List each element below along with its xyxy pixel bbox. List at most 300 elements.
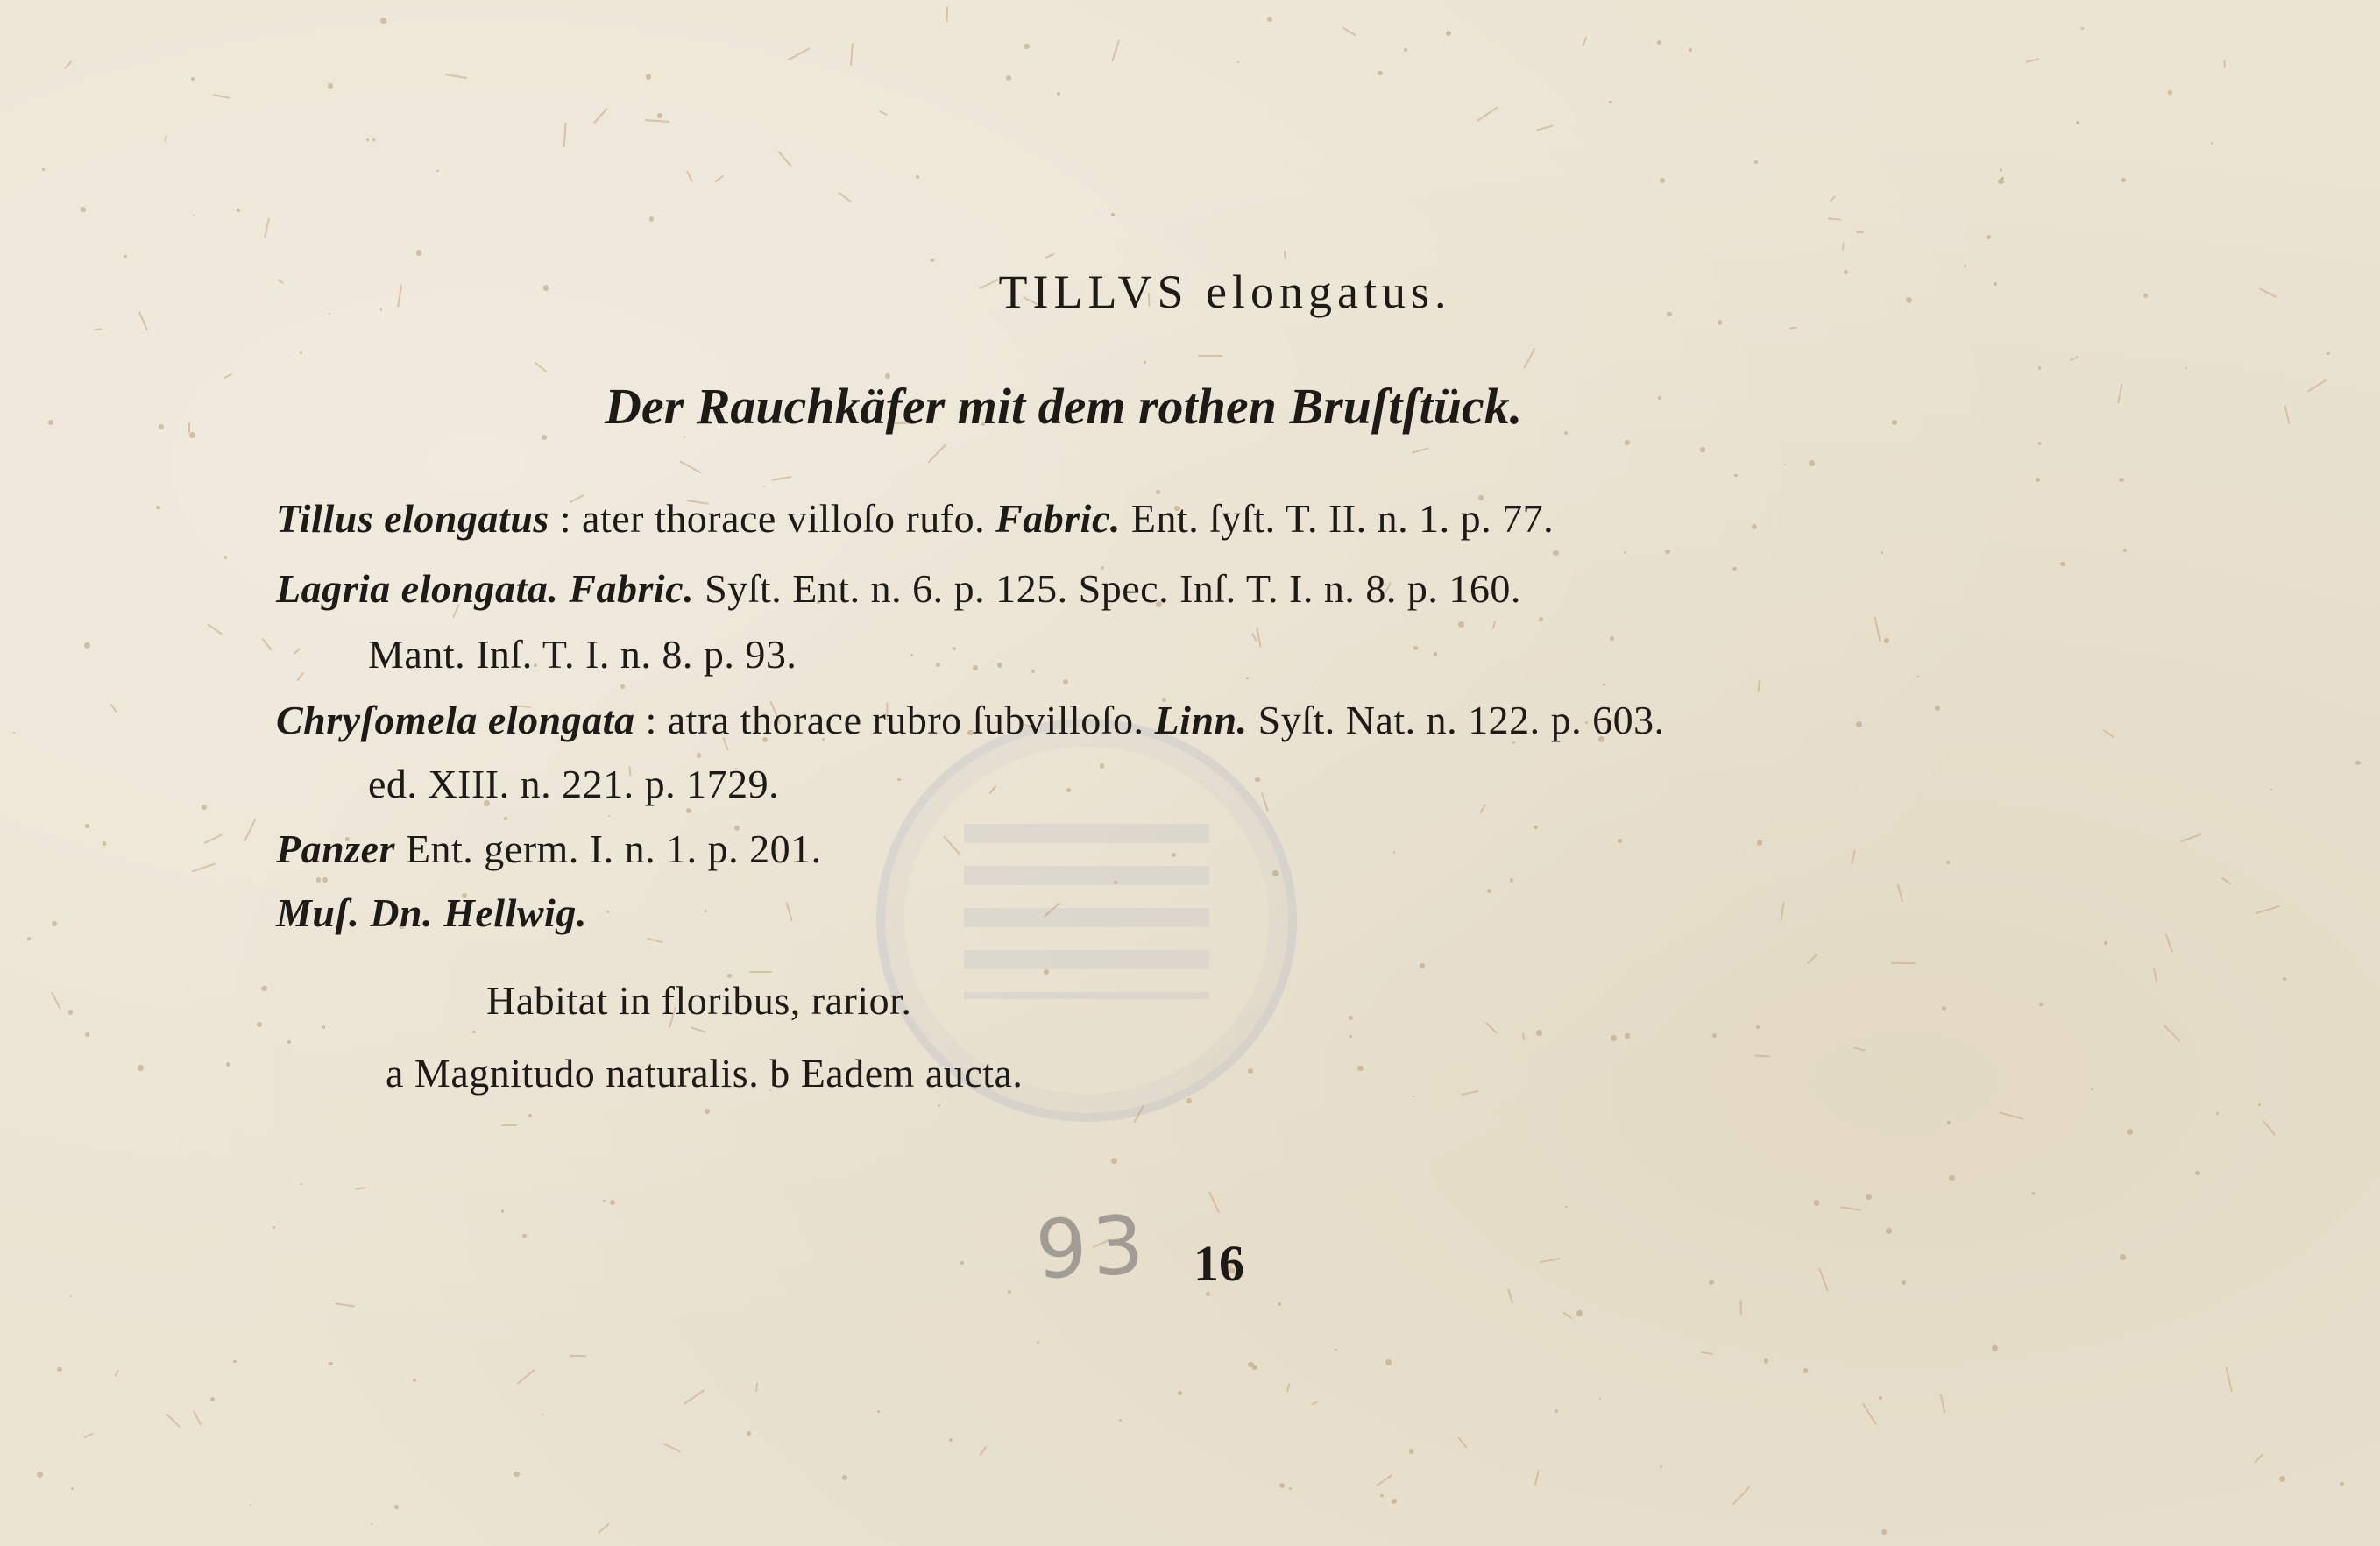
paper-speck bbox=[1349, 1035, 1352, 1038]
paper-speck bbox=[603, 1200, 605, 1202]
paper-speck bbox=[2185, 367, 2188, 370]
description-text: Ent. germ. I. n. 1. p. 201. bbox=[405, 826, 822, 871]
paper-speck bbox=[1660, 178, 1665, 183]
paper-speck bbox=[997, 663, 1002, 668]
paper-fiber bbox=[192, 862, 216, 872]
paper-speck bbox=[2340, 1482, 2343, 1486]
paper-speck bbox=[159, 424, 164, 429]
paper-fiber bbox=[563, 122, 566, 147]
habitat-line: Habitat in floribus, rarior. bbox=[486, 978, 912, 1023]
paper-fiber bbox=[838, 191, 852, 202]
paper-fiber bbox=[2153, 968, 2157, 982]
paper-speck bbox=[1024, 44, 1030, 50]
paper-speck bbox=[936, 663, 940, 667]
paper-fiber bbox=[223, 373, 232, 379]
paper-speck bbox=[1335, 1349, 1336, 1351]
paper-fiber bbox=[1484, 1022, 1497, 1034]
paper-speck bbox=[1111, 1158, 1117, 1164]
paper-speck bbox=[522, 1234, 526, 1238]
paper-fiber bbox=[771, 476, 791, 481]
paper-speck bbox=[1987, 235, 1991, 239]
paper-speck bbox=[2119, 478, 2123, 482]
paper-fiber bbox=[1999, 1111, 2023, 1119]
paper-speck bbox=[1037, 1341, 1039, 1344]
paper-speck bbox=[322, 877, 328, 883]
paper-fiber bbox=[1045, 252, 1055, 259]
paper-speck bbox=[1536, 1030, 1542, 1036]
paper-speck bbox=[287, 1040, 291, 1044]
paper-speck bbox=[224, 556, 228, 559]
paper-speck bbox=[931, 259, 935, 263]
paper-speck bbox=[1599, 1398, 1602, 1401]
paper-speck bbox=[684, 436, 685, 438]
paper-fiber bbox=[296, 672, 304, 681]
paper-speck bbox=[2038, 442, 2041, 444]
figures-caption: a Magnitudo naturalis. b Eadem aucta. bbox=[386, 1051, 1024, 1096]
paper-speck bbox=[1718, 320, 1723, 325]
paper-speck bbox=[1555, 1409, 1558, 1413]
paper-fiber bbox=[879, 110, 888, 116]
paper-speck bbox=[1949, 1175, 1954, 1181]
paper-fiber bbox=[1563, 1312, 1573, 1320]
paper-fiber bbox=[1342, 27, 1356, 37]
paper-speck bbox=[1709, 1280, 1714, 1285]
paper-speck bbox=[1881, 551, 1883, 554]
paper-fiber bbox=[213, 94, 230, 99]
reference-line-1 bbox=[276, 495, 1554, 542]
paper-speck bbox=[1881, 1529, 1887, 1535]
paper-speck bbox=[1186, 1098, 1192, 1103]
author-name: Fabric. bbox=[569, 566, 695, 611]
paper-speck bbox=[1378, 71, 1383, 76]
paper-fiber bbox=[2254, 1453, 2263, 1463]
paper-speck bbox=[842, 1475, 847, 1480]
author-name: Linn. bbox=[1154, 698, 1248, 742]
paper-fiber bbox=[1897, 883, 1903, 902]
paper-speck bbox=[1006, 75, 1011, 81]
separator bbox=[558, 566, 569, 611]
paper-speck bbox=[191, 77, 195, 81]
paper-fiber bbox=[1540, 1257, 1561, 1262]
paper-fiber bbox=[1840, 1206, 1861, 1211]
paper-fiber bbox=[501, 1124, 517, 1126]
paper-speck bbox=[1413, 646, 1418, 650]
species-name: Panzer bbox=[276, 826, 395, 871]
paper-speck bbox=[1814, 1200, 1820, 1206]
paper-fiber bbox=[785, 902, 792, 922]
paper-speck bbox=[1289, 1487, 1292, 1490]
paper-fiber bbox=[1842, 242, 1845, 250]
paper-fiber bbox=[1891, 961, 1916, 963]
paper-speck bbox=[210, 1397, 215, 1401]
paper-speck bbox=[2216, 1112, 2219, 1115]
paper-fiber bbox=[1250, 633, 1257, 642]
paper-fiber bbox=[51, 991, 61, 1010]
page-title: TILLVS elongatus. bbox=[998, 266, 1452, 318]
paper-fiber bbox=[1461, 1090, 1478, 1096]
paper-fiber bbox=[1808, 954, 1818, 964]
paper-speck bbox=[1349, 1016, 1353, 1020]
citation-text: Syſt. Ent. n. 6. p. 125. Spec. Inſ. T. I. n. 8. p. 160. bbox=[694, 566, 1521, 611]
paper-speck bbox=[1420, 963, 1425, 968]
paper-speck bbox=[138, 1065, 144, 1071]
paper-speck bbox=[1610, 636, 1615, 642]
paper-speck bbox=[1144, 361, 1146, 364]
paper-speck bbox=[1754, 160, 1758, 164]
paper-fiber bbox=[2102, 729, 2114, 738]
paper-fiber bbox=[1829, 195, 1836, 202]
paper-speck bbox=[1393, 851, 1396, 854]
library-stamp-text-area bbox=[964, 824, 1209, 999]
paper-speck bbox=[501, 1209, 504, 1212]
paper-fiber bbox=[2025, 58, 2039, 63]
paper-speck bbox=[1752, 524, 1757, 529]
paper-fiber bbox=[1536, 124, 1554, 131]
paper-speck bbox=[1252, 1365, 1257, 1371]
paper-speck bbox=[1935, 706, 1940, 711]
paper-speck bbox=[2168, 90, 2171, 94]
paper-speck bbox=[124, 255, 126, 258]
paper-fiber bbox=[749, 971, 772, 973]
separator bbox=[395, 826, 406, 871]
paper-speck bbox=[1458, 621, 1464, 628]
paper-speck bbox=[1902, 1280, 1906, 1285]
paper-speck bbox=[1392, 1499, 1397, 1504]
paper-fiber bbox=[83, 1432, 94, 1438]
paper-speck bbox=[1255, 777, 1259, 782]
paper-speck bbox=[1946, 861, 1950, 864]
paper-fiber bbox=[1311, 1401, 1318, 1406]
paper-speck bbox=[70, 1295, 72, 1297]
paper-fiber bbox=[645, 119, 669, 123]
paper-fiber bbox=[679, 461, 702, 475]
paper-speck bbox=[1409, 1449, 1414, 1454]
paper-fiber bbox=[166, 1413, 181, 1428]
paper-fiber bbox=[1376, 1474, 1392, 1486]
paper-speck bbox=[2120, 1254, 2126, 1260]
species-name: Tillus elongatus bbox=[276, 496, 549, 541]
paper-speck bbox=[910, 654, 914, 657]
paper-fiber bbox=[1818, 1267, 1828, 1291]
paper-speck bbox=[610, 1200, 616, 1206]
paper-speck bbox=[1237, 61, 1240, 64]
paper-fiber bbox=[2223, 60, 2226, 67]
paper-speck bbox=[257, 1022, 262, 1027]
paper-fiber bbox=[1853, 1046, 1866, 1051]
description-text: ed. XIII. n. 221. p. 1729. bbox=[368, 762, 780, 806]
paper-fiber bbox=[1256, 628, 1261, 648]
handwritten-number: 93 bbox=[1033, 1197, 1151, 1298]
paper-speck bbox=[2039, 1003, 2043, 1006]
paper-speck bbox=[2104, 941, 2107, 945]
paper-fiber bbox=[1862, 1402, 1877, 1424]
reference-line-3 bbox=[368, 631, 797, 677]
paper-speck bbox=[71, 1487, 74, 1490]
paper-speck bbox=[1757, 840, 1762, 845]
paper-fiber bbox=[64, 60, 72, 69]
paper-fiber bbox=[1286, 1382, 1291, 1392]
paper-speck bbox=[646, 74, 651, 79]
paper-fiber bbox=[1757, 680, 1760, 692]
paper-speck bbox=[1111, 213, 1114, 216]
paper-speck bbox=[1553, 550, 1558, 556]
paper-fiber bbox=[2181, 833, 2202, 842]
paper-speck bbox=[1119, 1419, 1122, 1422]
paper-speck bbox=[949, 1438, 953, 1442]
paper-speck bbox=[84, 642, 90, 649]
paper-speck bbox=[1764, 1358, 1768, 1363]
paper-fiber bbox=[756, 1382, 759, 1392]
paper-speck bbox=[1942, 1006, 1946, 1011]
citation-text: Ent. ſyſt. T. II. n. 1. p. 77. bbox=[1120, 496, 1555, 541]
paper-fiber bbox=[335, 1302, 354, 1307]
author-name: Fabric. bbox=[995, 496, 1121, 541]
paper-speck bbox=[1576, 1310, 1583, 1316]
paper-speck bbox=[85, 1032, 89, 1036]
paper-speck bbox=[763, 486, 765, 487]
paper-fiber bbox=[714, 175, 724, 183]
paper-speck bbox=[394, 1505, 399, 1509]
paper-fiber bbox=[777, 151, 792, 167]
paper-speck bbox=[413, 1379, 416, 1382]
paper-speck bbox=[1565, 1206, 1568, 1209]
paper-speck bbox=[233, 1360, 237, 1364]
paper-fiber bbox=[1856, 231, 1864, 233]
paper-speck bbox=[436, 170, 438, 172]
paper-speck bbox=[1660, 1465, 1663, 1469]
paper-speck bbox=[380, 18, 386, 24]
paper-fiber bbox=[570, 1355, 586, 1357]
paper-fiber bbox=[2164, 933, 2172, 953]
paper-fiber bbox=[244, 819, 256, 842]
paper-speck bbox=[1886, 1228, 1892, 1234]
paper-fiber bbox=[1208, 1191, 1220, 1214]
paper-speck bbox=[542, 435, 547, 440]
reference-line-7 bbox=[276, 890, 587, 936]
paper-speck bbox=[1279, 1483, 1285, 1488]
paper-fiber bbox=[1507, 1288, 1513, 1303]
paper-speck bbox=[2091, 1088, 2093, 1090]
paper-fiber bbox=[207, 623, 223, 635]
paper-fiber bbox=[1874, 617, 1881, 642]
paper-speck bbox=[1624, 551, 1627, 555]
paper-speck bbox=[1063, 679, 1068, 684]
paper-fiber bbox=[93, 328, 103, 330]
paper-fiber bbox=[1582, 37, 1587, 46]
paper-speck bbox=[514, 1472, 519, 1477]
paper-fiber bbox=[1492, 621, 1496, 629]
paper-speck bbox=[1385, 1359, 1392, 1365]
paper-speck bbox=[27, 937, 31, 940]
paper-speck bbox=[1658, 396, 1661, 400]
paper-fiber bbox=[2255, 905, 2280, 914]
paper-fiber bbox=[2163, 1025, 2181, 1043]
paper-speck bbox=[877, 1410, 880, 1413]
paper-speck bbox=[1487, 889, 1491, 893]
paper-speck bbox=[1879, 1396, 1882, 1400]
paper-speck bbox=[916, 175, 919, 179]
paper-speck bbox=[48, 420, 53, 425]
paper-speck bbox=[1446, 31, 1452, 37]
paper-speck bbox=[1178, 1391, 1182, 1395]
paper-fiber bbox=[1479, 805, 1486, 814]
plate-number: 16 bbox=[1194, 1235, 1244, 1292]
paper-speck bbox=[81, 207, 86, 212]
description-text: atra thorace rubro ſubvilloſo. bbox=[667, 698, 1155, 742]
paper-fiber bbox=[1828, 217, 1841, 220]
paper-speck bbox=[189, 432, 195, 438]
paper-speck bbox=[1700, 447, 1705, 452]
paper-speck bbox=[1892, 420, 1898, 426]
paper-fiber bbox=[1740, 1301, 1742, 1316]
paper-speck bbox=[1031, 670, 1035, 673]
paper-speck bbox=[1712, 1033, 1717, 1038]
paper-fiber bbox=[261, 638, 272, 650]
paper-speck bbox=[1618, 839, 1622, 843]
paper-speck bbox=[1380, 1494, 1383, 1497]
paper-fiber bbox=[2221, 877, 2231, 885]
paper-speck bbox=[42, 168, 45, 171]
paper-fiber bbox=[1732, 1486, 1751, 1506]
paper-speck bbox=[1734, 474, 1737, 477]
paper-fiber bbox=[691, 1027, 706, 1034]
paper-speck bbox=[1413, 1096, 1415, 1098]
reference-line-6 bbox=[276, 826, 822, 872]
paper-speck bbox=[1609, 101, 1612, 104]
collection-name: Muſ. Dn. Hellwig. bbox=[276, 890, 587, 935]
paper-speck bbox=[542, 1414, 543, 1415]
reference-line-4 bbox=[276, 697, 1665, 743]
paper-speck bbox=[371, 1523, 373, 1526]
paper-fiber bbox=[1111, 39, 1120, 61]
paper-speck bbox=[156, 506, 159, 509]
paper-fiber bbox=[1198, 355, 1222, 357]
paper-fiber bbox=[516, 1369, 535, 1385]
paper-fiber bbox=[110, 704, 118, 713]
paper-speck bbox=[1947, 1121, 1950, 1124]
paper-fiber bbox=[2070, 356, 2079, 361]
paper-speck bbox=[103, 841, 106, 845]
paper-fiber bbox=[2263, 1120, 2277, 1136]
citation-text: Syſt. Nat. n. 122. p. 603. bbox=[1247, 698, 1665, 742]
paper-speck bbox=[202, 805, 207, 810]
paper-speck bbox=[366, 138, 369, 141]
paper-fiber bbox=[355, 1187, 365, 1190]
reference-line-2 bbox=[276, 565, 1521, 612]
paper-speck bbox=[1756, 1025, 1760, 1029]
paper-speck bbox=[1156, 490, 1160, 494]
paper-speck bbox=[1657, 40, 1661, 45]
paper-fiber bbox=[2117, 383, 2122, 403]
paper-speck bbox=[528, 1114, 532, 1117]
paper-speck bbox=[504, 817, 507, 820]
paper-fiber bbox=[264, 218, 270, 238]
paper-speck bbox=[938, 1104, 940, 1107]
paper-speck bbox=[1732, 567, 1736, 571]
description-text: Mant. Inſ. T. I. n. 8. p. 93. bbox=[368, 632, 797, 677]
paper-speck bbox=[607, 911, 610, 913]
paper-speck bbox=[2195, 1171, 2199, 1175]
paper-speck bbox=[372, 138, 375, 141]
species-name: Chryſomela elongata bbox=[276, 698, 635, 742]
paper-speck bbox=[2038, 366, 2042, 370]
paper-speck bbox=[2121, 178, 2126, 182]
paper-speck bbox=[37, 1472, 43, 1478]
paper-speck bbox=[472, 1031, 475, 1033]
paper-speck bbox=[620, 684, 625, 689]
paper-speck bbox=[2355, 761, 2361, 766]
paper-speck bbox=[953, 647, 956, 650]
paper-fiber bbox=[928, 443, 947, 464]
paper-speck bbox=[1267, 17, 1272, 22]
paper-fiber bbox=[1701, 1351, 1714, 1355]
paper-fiber bbox=[535, 361, 548, 372]
paper-speck bbox=[1564, 431, 1568, 435]
paper-speck bbox=[657, 113, 662, 118]
paper-speck bbox=[2001, 177, 2003, 180]
paper-fiber bbox=[164, 135, 167, 143]
paper-speck bbox=[1611, 1035, 1617, 1041]
separator: : bbox=[549, 496, 583, 541]
paper-speck bbox=[960, 1261, 964, 1265]
paper-speck bbox=[416, 250, 421, 255]
paper-speck bbox=[705, 1109, 710, 1114]
paper-speck bbox=[85, 824, 89, 828]
paper-speck bbox=[697, 753, 701, 757]
paper-fiber bbox=[1477, 106, 1498, 122]
paper-speck bbox=[250, 1504, 251, 1506]
paper-speck bbox=[1434, 652, 1438, 656]
paper-fiber bbox=[787, 48, 810, 61]
paper-speck bbox=[1246, 677, 1248, 679]
paper-speck bbox=[1539, 617, 1543, 621]
paper-speck bbox=[237, 209, 240, 212]
paper-fiber bbox=[1523, 348, 1535, 369]
paper-speck bbox=[1665, 550, 1670, 555]
paper-speck bbox=[2270, 789, 2272, 791]
paper-fiber bbox=[1754, 1055, 1770, 1058]
paper-speck bbox=[2211, 142, 2213, 144]
paper-speck bbox=[686, 808, 691, 813]
paper-speck bbox=[1866, 1194, 1872, 1200]
reference-line-5 bbox=[368, 761, 779, 807]
paper-speck bbox=[1856, 721, 1862, 727]
paper-fiber bbox=[203, 834, 222, 845]
paper-fiber bbox=[647, 937, 663, 943]
paper-speck bbox=[1625, 1033, 1629, 1038]
paper-fiber bbox=[293, 648, 301, 655]
paper-speck bbox=[2081, 27, 2083, 29]
paper-fiber bbox=[850, 42, 854, 65]
paper-fiber bbox=[1940, 1394, 1946, 1413]
paper-speck bbox=[649, 216, 654, 221]
paper-speck bbox=[273, 1226, 275, 1229]
paper-speck bbox=[1057, 92, 1060, 96]
paper-speck bbox=[1803, 1368, 1808, 1372]
paper-speck bbox=[193, 215, 195, 216]
paper-speck bbox=[1008, 1290, 1011, 1294]
paper-speck bbox=[1884, 638, 1889, 643]
paper-speck bbox=[1625, 440, 1630, 445]
paper-speck bbox=[705, 910, 707, 912]
paper-fiber bbox=[114, 1370, 119, 1377]
paper-speck bbox=[261, 986, 266, 991]
paper-speck bbox=[328, 83, 333, 89]
paper-fiber bbox=[593, 108, 608, 124]
paper-speck bbox=[316, 877, 321, 882]
paper-speck bbox=[322, 1025, 325, 1028]
paper-fiber bbox=[446, 74, 468, 79]
